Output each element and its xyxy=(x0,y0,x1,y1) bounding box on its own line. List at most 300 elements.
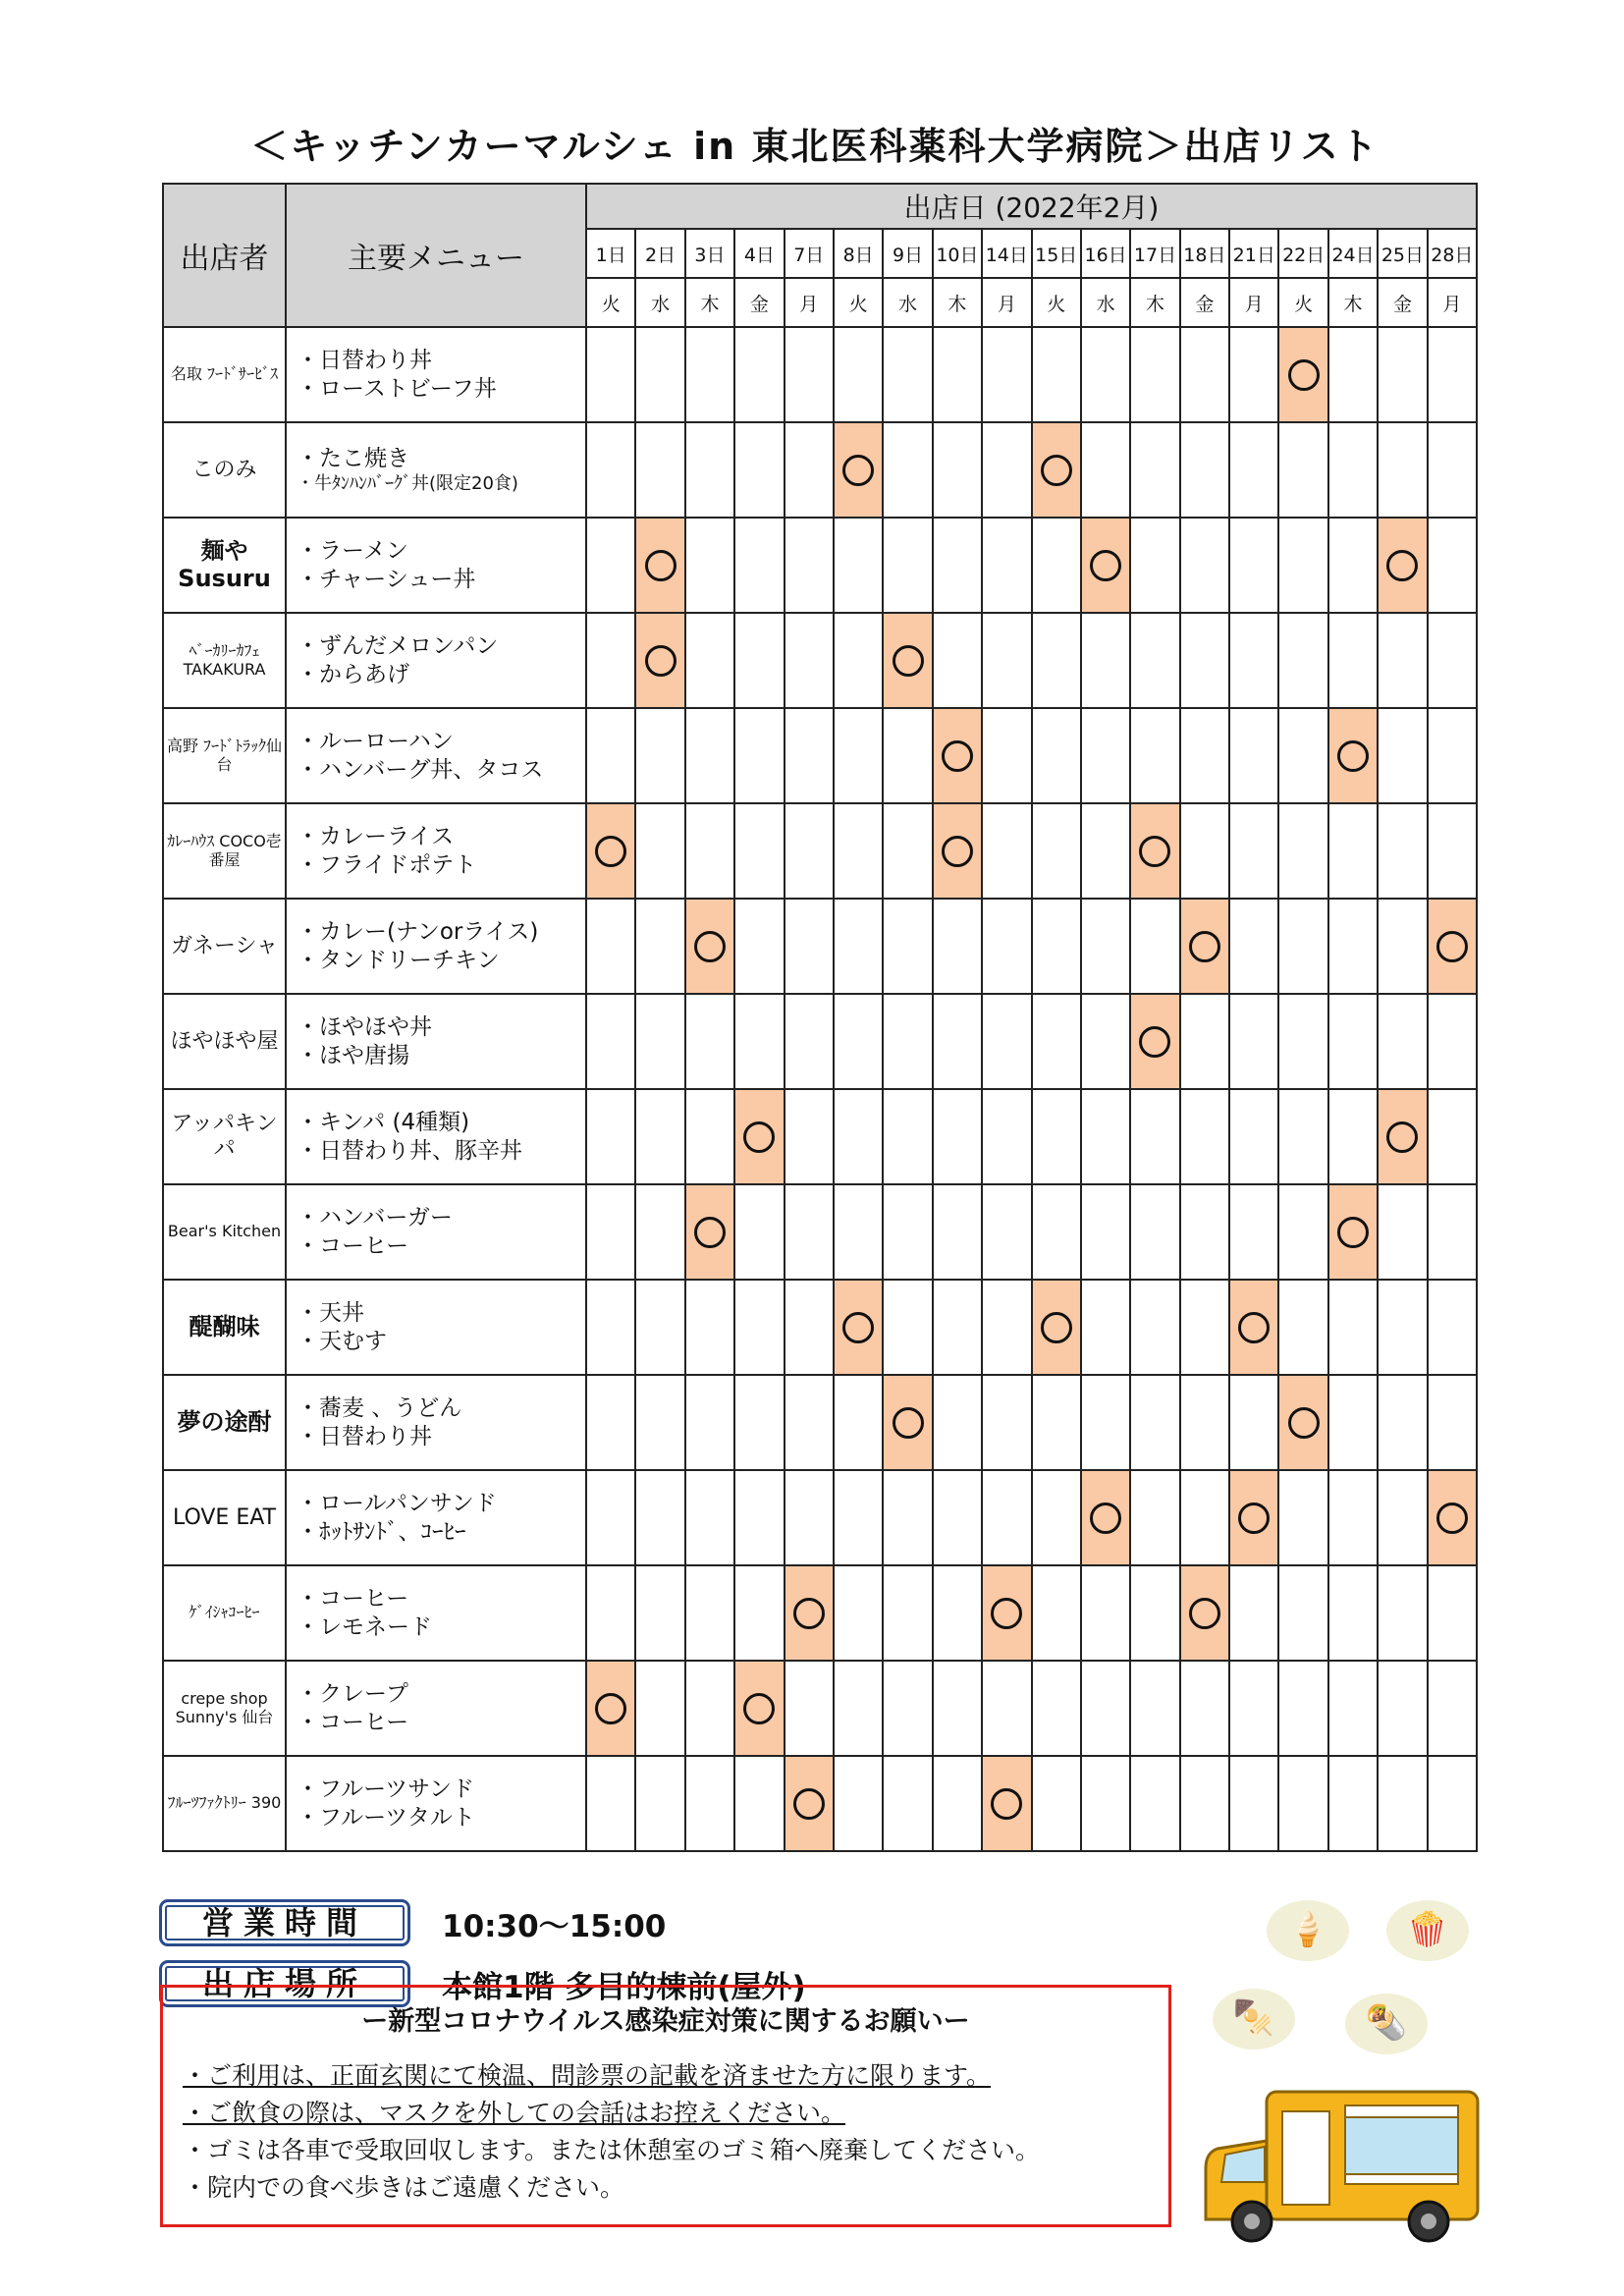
date-cell xyxy=(834,899,883,994)
date-cell xyxy=(982,1661,1031,1756)
covid-notice xyxy=(160,1985,1171,2227)
food-truck-icon xyxy=(1198,2072,1492,2259)
date-cell xyxy=(1428,1470,1477,1565)
date-cell xyxy=(734,899,784,994)
date-cell xyxy=(586,1661,635,1756)
date-cell xyxy=(734,1280,784,1375)
date-cell xyxy=(685,803,734,899)
circle-mark-icon xyxy=(743,1693,775,1724)
date-cell xyxy=(933,613,982,708)
date-cell xyxy=(635,899,684,994)
weekday-header: 火 xyxy=(1278,278,1327,327)
date-cell xyxy=(1428,1661,1477,1756)
date-cell xyxy=(635,1565,684,1661)
circle-mark-icon xyxy=(942,836,973,867)
date-cell xyxy=(1278,327,1327,422)
date-cell xyxy=(785,1184,834,1280)
date-cell xyxy=(1180,1661,1229,1756)
vendor-menu xyxy=(286,1375,586,1470)
circle-mark-icon xyxy=(1337,740,1369,772)
date-cell xyxy=(1229,1756,1278,1851)
date-cell xyxy=(1081,994,1130,1089)
date-cell xyxy=(1130,1375,1179,1470)
vendor-menu xyxy=(286,899,586,994)
date-cell xyxy=(982,994,1031,1089)
date-cell xyxy=(1081,708,1130,803)
date-cell xyxy=(982,1756,1031,1851)
menu-item: ・カレーライス xyxy=(297,823,455,849)
date-cell xyxy=(635,518,684,613)
date-cell xyxy=(933,803,982,899)
vendor-name: 麺やSusuru xyxy=(163,518,286,613)
date-cell xyxy=(1229,1184,1278,1280)
vendor-menu xyxy=(286,1565,586,1661)
date-cell xyxy=(1180,708,1229,803)
date-cell xyxy=(1130,803,1179,899)
vendor-row xyxy=(163,1184,1477,1280)
date-cell xyxy=(1032,994,1081,1089)
date-cell xyxy=(635,803,684,899)
date-cell xyxy=(734,1661,784,1756)
date-cell xyxy=(1081,1184,1130,1280)
menu-item: ・たこ焼き xyxy=(297,445,409,471)
menu-item: ・日替わり丼 xyxy=(297,347,432,373)
vendor-header: 出店者 xyxy=(163,184,286,327)
date-cell xyxy=(1180,518,1229,613)
vendor-name: 高野 ﾌｰﾄﾞﾄﾗｯｸ仙台 xyxy=(163,708,286,803)
date-cell xyxy=(785,422,834,518)
date-cell xyxy=(1130,1470,1179,1565)
date-cell xyxy=(1278,1565,1327,1661)
date-cell xyxy=(1378,994,1427,1089)
date-cell xyxy=(933,1756,982,1851)
menu-item: ・日替わり丼 xyxy=(297,1423,432,1449)
vendor-menu xyxy=(286,994,586,1089)
date-cell xyxy=(1229,803,1278,899)
date-cell xyxy=(883,803,932,899)
vendor-row xyxy=(163,613,1477,708)
date-cell xyxy=(1081,1280,1130,1375)
date-cell xyxy=(1278,803,1327,899)
date-cell xyxy=(834,803,883,899)
circle-mark-icon xyxy=(1288,1407,1320,1439)
circle-mark-icon xyxy=(1090,550,1121,581)
notice-list xyxy=(183,2057,1168,2207)
date-cell xyxy=(685,1565,734,1661)
weekday-header: 木 xyxy=(1328,278,1378,327)
date-cell xyxy=(1278,613,1327,708)
date-cell xyxy=(883,327,932,422)
date-cell xyxy=(1278,1280,1327,1375)
menu-item: ・フルーツサンド xyxy=(297,1776,475,1802)
menu-item: ・フライドポテト xyxy=(297,851,477,878)
date-cell xyxy=(982,518,1031,613)
date-cell xyxy=(586,1565,635,1661)
date-cell xyxy=(1278,1470,1327,1565)
date-cell xyxy=(1081,803,1130,899)
date-cell xyxy=(1081,1756,1130,1851)
vendor-menu xyxy=(286,1184,586,1280)
date-cell xyxy=(834,1184,883,1280)
date-cell xyxy=(1328,613,1378,708)
date-cell xyxy=(586,422,635,518)
date-cell xyxy=(785,994,834,1089)
date-cell xyxy=(933,1184,982,1280)
date-cell xyxy=(1378,899,1427,994)
vendor-name: 醍醐味 xyxy=(163,1280,286,1375)
date-cell xyxy=(982,1470,1031,1565)
date-cell xyxy=(1180,1756,1229,1851)
date-cell xyxy=(586,1184,635,1280)
date-cell xyxy=(1032,1089,1081,1184)
circle-mark-icon xyxy=(1090,1503,1121,1534)
circle-mark-icon xyxy=(1337,1217,1369,1248)
date-cell xyxy=(834,1661,883,1756)
date-cell xyxy=(1229,994,1278,1089)
vendor-row xyxy=(163,1565,1477,1661)
date-cell xyxy=(685,1375,734,1470)
date-cell xyxy=(883,1661,932,1756)
menu-item: ・ラーメン xyxy=(297,537,408,564)
date-cell xyxy=(1032,803,1081,899)
circle-mark-icon xyxy=(1436,1503,1468,1534)
weekday-header: 水 xyxy=(883,278,932,327)
vendor-name: ｶﾚｰﾊｳｽ COCO壱番屋 xyxy=(163,803,286,899)
date-cell xyxy=(1180,1089,1229,1184)
location-value: 本館1階 多目的棟前(屋外) xyxy=(442,1970,806,2005)
date-cell xyxy=(1081,1661,1130,1756)
circle-mark-icon xyxy=(1041,1312,1072,1343)
vendor-row xyxy=(163,1470,1477,1565)
date-cell xyxy=(1180,327,1229,422)
date-cell xyxy=(734,422,784,518)
date-cell xyxy=(933,1280,982,1375)
vendor-menu xyxy=(286,422,586,518)
date-cell xyxy=(785,613,834,708)
circle-mark-icon xyxy=(1139,836,1170,867)
weekday-header: 月 xyxy=(785,278,834,327)
date-cell xyxy=(1428,422,1477,518)
vendor-name: LOVE EAT xyxy=(163,1470,286,1565)
date-cell xyxy=(1278,708,1327,803)
date-cell xyxy=(1032,708,1081,803)
location-label: 出店場所 xyxy=(159,1960,410,2007)
date-cell xyxy=(1328,803,1378,899)
date-cell xyxy=(982,1375,1031,1470)
date-cell xyxy=(1081,327,1130,422)
date-cell xyxy=(586,899,635,994)
ice-cream-icon: 🍦 xyxy=(1267,1900,1349,1961)
circle-mark-icon xyxy=(991,1598,1022,1629)
date-cell xyxy=(1081,1470,1130,1565)
hours-value: 10:30〜15:00 xyxy=(442,1909,667,1944)
date-cell xyxy=(1328,1661,1378,1756)
date-cell xyxy=(982,708,1031,803)
date-cell xyxy=(1130,994,1179,1089)
date-cell xyxy=(1130,1565,1179,1661)
date-cell xyxy=(1130,613,1179,708)
date-cell xyxy=(1180,613,1229,708)
date-cell xyxy=(1378,422,1427,518)
weekday-header: 水 xyxy=(1081,278,1130,327)
date-cell xyxy=(1378,1280,1427,1375)
vendor-name: 名取 ﾌｰﾄﾞｻｰﾋﾞｽ xyxy=(163,327,286,422)
date-cell xyxy=(1328,1375,1378,1470)
date-cell xyxy=(635,613,684,708)
date-cell xyxy=(1032,1375,1081,1470)
circle-mark-icon xyxy=(694,931,726,962)
date-cell xyxy=(933,1375,982,1470)
vendor-row xyxy=(163,518,1477,613)
vendor-name: 夢の途酎 xyxy=(163,1375,286,1470)
day-header: 22日 xyxy=(1278,229,1327,278)
date-cell xyxy=(785,1375,834,1470)
vendor-menu xyxy=(286,1089,586,1184)
date-cell xyxy=(1081,518,1130,613)
date-cell xyxy=(734,994,784,1089)
weekday-header: 月 xyxy=(982,278,1031,327)
date-cell xyxy=(785,1565,834,1661)
date-cell xyxy=(982,803,1031,899)
circle-mark-icon xyxy=(595,836,626,867)
circle-mark-icon xyxy=(645,645,677,677)
circle-mark-icon xyxy=(793,1598,825,1629)
date-cell xyxy=(1229,1375,1278,1470)
notice-title: ー新型コロナウイルス感染症対策に関するお願いー xyxy=(361,2006,970,2037)
weekday-header: 木 xyxy=(685,278,734,327)
date-cell xyxy=(635,1375,684,1470)
date-cell xyxy=(785,803,834,899)
day-header: 3日 xyxy=(685,229,734,278)
date-cell xyxy=(1378,327,1427,422)
date-cell xyxy=(1130,1280,1179,1375)
menu-item: ・日替わり丼、豚辛丼 xyxy=(297,1137,522,1164)
menu-item: ・コーヒー xyxy=(297,1585,409,1612)
date-cell xyxy=(1328,708,1378,803)
weekday-header: 金 xyxy=(1378,278,1427,327)
circle-mark-icon xyxy=(1238,1312,1270,1343)
date-cell xyxy=(933,1089,982,1184)
date-cell xyxy=(834,708,883,803)
menu-item: ・天丼 xyxy=(297,1299,364,1326)
date-cell xyxy=(1328,1470,1378,1565)
circle-mark-icon xyxy=(942,740,973,772)
date-cell xyxy=(1032,613,1081,708)
date-cell xyxy=(635,1184,684,1280)
day-header: 1日 xyxy=(586,229,635,278)
date-cell xyxy=(1378,803,1427,899)
date-cell xyxy=(982,1089,1031,1184)
circle-mark-icon xyxy=(991,1788,1022,1820)
circle-mark-icon xyxy=(793,1788,825,1820)
vendor-menu xyxy=(286,518,586,613)
date-cell xyxy=(1278,994,1327,1089)
date-cell xyxy=(1328,518,1378,613)
date-cell xyxy=(982,327,1031,422)
date-cell xyxy=(1130,422,1179,518)
date-cell xyxy=(1428,994,1477,1089)
date-cell xyxy=(1180,422,1229,518)
day-header: 28日 xyxy=(1428,229,1477,278)
date-cell xyxy=(1180,1565,1229,1661)
date-cell xyxy=(1229,1565,1278,1661)
weekday-header: 木 xyxy=(1130,278,1179,327)
date-cell xyxy=(883,708,932,803)
date-cell xyxy=(1032,899,1081,994)
date-cell xyxy=(785,899,834,994)
menu-item: ・カレー(ナンorライス) xyxy=(297,918,539,945)
date-cell xyxy=(785,1470,834,1565)
circle-mark-icon xyxy=(694,1217,726,1248)
date-cell xyxy=(834,518,883,613)
date-cell xyxy=(635,1470,684,1565)
date-cell xyxy=(586,708,635,803)
date-cell xyxy=(1428,899,1477,994)
date-cell xyxy=(685,1184,734,1280)
date-cell xyxy=(1180,1280,1229,1375)
menu-item: ・ロールパンサンド xyxy=(297,1490,497,1516)
notice-item: ・ゴミは各車で受取回収します。または休憩室のゴミ箱へ廃棄してください。 xyxy=(183,2136,1041,2164)
takoyaki-icon: 🍢 xyxy=(1213,1989,1295,2050)
date-cell xyxy=(982,1184,1031,1280)
date-cell xyxy=(685,518,734,613)
menu-item: ・蕎麦 、うどん xyxy=(297,1394,462,1421)
date-cell xyxy=(1032,1565,1081,1661)
menu-item: ・クレープ xyxy=(297,1680,408,1707)
date-cell xyxy=(734,1756,784,1851)
date-cell xyxy=(635,422,684,518)
date-cell xyxy=(1130,1756,1179,1851)
circle-mark-icon xyxy=(645,550,677,581)
vendor-name: アッパキンパ xyxy=(163,1089,286,1184)
vendor-row xyxy=(163,994,1477,1089)
date-cell xyxy=(982,422,1031,518)
vendor-name: ﾌﾙｰﾂﾌｧｸﾄﾘｰ 390 xyxy=(163,1756,286,1851)
date-cell xyxy=(1229,1661,1278,1756)
date-cell xyxy=(1130,1089,1179,1184)
vendor-name: ﾍﾞｰｶﾘｰｶﾌｪ TAKAKURA xyxy=(163,613,286,708)
vendor-name: crepe shop Sunny's 仙台 xyxy=(163,1661,286,1756)
menu-item: ・牛ﾀﾝﾊﾝﾊﾞｰｸﾞ丼(限定20食) xyxy=(297,472,518,494)
date-cell xyxy=(1130,708,1179,803)
date-cell xyxy=(1278,518,1327,613)
weekday-header: 木 xyxy=(933,278,982,327)
date-cell xyxy=(883,1565,932,1661)
date-cell xyxy=(1378,613,1427,708)
period-header: 出店日 (2022年2月) xyxy=(586,184,1477,229)
day-header: 17日 xyxy=(1130,229,1179,278)
date-cell xyxy=(1378,708,1427,803)
date-cell xyxy=(586,803,635,899)
date-cell xyxy=(1278,899,1327,994)
date-cell xyxy=(785,708,834,803)
vendor-row xyxy=(163,1375,1477,1470)
date-cell xyxy=(586,1375,635,1470)
date-cell xyxy=(834,1756,883,1851)
notice-item: ・ご利用は、正面玄関にて検温、問診票の記載を済ませた方に限ります。 xyxy=(183,2061,992,2090)
date-cell xyxy=(834,1280,883,1375)
menu-item: ・ほや唐揚 xyxy=(297,1042,409,1068)
date-cell xyxy=(883,994,932,1089)
date-cell xyxy=(586,327,635,422)
date-cell xyxy=(586,1756,635,1851)
date-cell xyxy=(1032,422,1081,518)
date-cell xyxy=(883,1280,932,1375)
date-cell xyxy=(1278,1375,1327,1470)
date-cell xyxy=(635,327,684,422)
date-cell xyxy=(1180,1375,1229,1470)
page-title: ＜キッチンカーマルシェ in 東北医科薬科大学病院＞出店リスト xyxy=(250,125,1380,168)
circle-mark-icon xyxy=(1386,550,1418,581)
weekday-header: 水 xyxy=(635,278,684,327)
circle-mark-icon xyxy=(1288,359,1320,391)
date-cell xyxy=(1130,518,1179,613)
day-header: 14日 xyxy=(982,229,1031,278)
date-cell xyxy=(785,1280,834,1375)
date-cell xyxy=(1328,994,1378,1089)
vendor-row xyxy=(163,708,1477,803)
date-cell xyxy=(635,994,684,1089)
day-header: 18日 xyxy=(1180,229,1229,278)
date-cell xyxy=(1229,899,1278,994)
circle-mark-icon xyxy=(1386,1121,1418,1153)
date-cell xyxy=(1328,1089,1378,1184)
date-cell xyxy=(1081,899,1130,994)
menu-item: ・チャーシュー丼 xyxy=(297,566,476,592)
date-cell xyxy=(1328,1280,1378,1375)
date-cell xyxy=(1229,327,1278,422)
vendor-menu xyxy=(286,1470,586,1565)
date-cell xyxy=(635,1280,684,1375)
date-cell xyxy=(734,327,784,422)
circle-mark-icon xyxy=(1139,1026,1170,1058)
date-cell xyxy=(883,1375,932,1470)
date-cell xyxy=(734,518,784,613)
vendor-menu xyxy=(286,1280,586,1375)
date-cell xyxy=(1428,613,1477,708)
menu-item: ・ルーローハン xyxy=(297,728,454,754)
date-cell xyxy=(1180,803,1229,899)
date-cell xyxy=(834,327,883,422)
date-cell xyxy=(1378,1565,1427,1661)
menu-item: ・タンドリーチキン xyxy=(297,947,500,973)
date-cell xyxy=(933,708,982,803)
vendor-menu xyxy=(286,708,586,803)
date-cell xyxy=(982,899,1031,994)
date-cell xyxy=(1032,1184,1081,1280)
day-header: 21日 xyxy=(1229,229,1278,278)
day-header: 4日 xyxy=(734,229,784,278)
date-cell xyxy=(1229,422,1278,518)
date-cell xyxy=(1180,1184,1229,1280)
menu-item: ・コーヒー xyxy=(297,1232,409,1259)
circle-mark-icon xyxy=(595,1693,626,1724)
date-cell xyxy=(883,422,932,518)
date-cell xyxy=(933,1565,982,1661)
date-cell xyxy=(586,1280,635,1375)
date-cell xyxy=(685,899,734,994)
date-cell xyxy=(1328,1184,1378,1280)
date-cell xyxy=(685,994,734,1089)
date-cell xyxy=(586,613,635,708)
date-cell xyxy=(734,803,784,899)
date-cell xyxy=(785,327,834,422)
date-cell xyxy=(1229,518,1278,613)
circle-mark-icon xyxy=(1436,931,1468,962)
circle-mark-icon xyxy=(893,645,924,677)
date-cell xyxy=(1180,899,1229,994)
menu-item: ・からあげ xyxy=(297,661,409,687)
